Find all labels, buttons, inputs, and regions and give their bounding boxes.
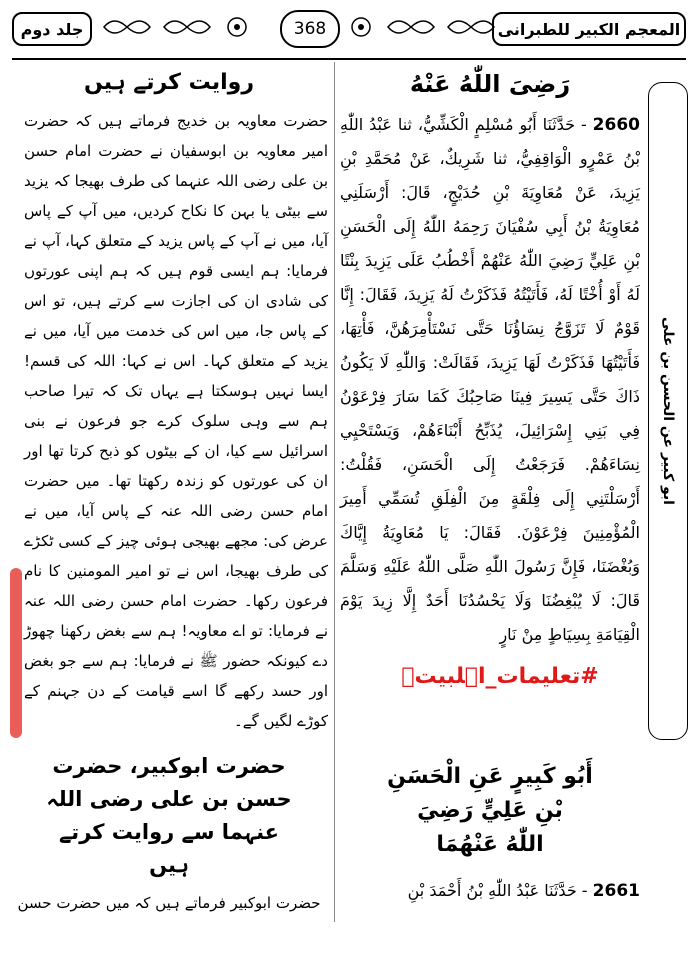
header-ornament-left [102,14,252,40]
ornament-icon [162,15,212,39]
arabic-heading: رَضِیَ اللّٰهُ عَنْهُ [409,70,571,98]
arabic-heading-2-line-1: أَبُو كَبِيرٍ عَنِ الْحَسَنِ [387,764,593,789]
header-rule [12,58,686,60]
arabic-last-line: 2661 - حَدَّثَنَا عَبْدُ اللّٰهِ بْنُ أَحْمَدَ بْنِ [407,881,640,901]
hadith-number: 2660 [592,115,640,135]
ornament-icon [346,15,376,39]
column-divider [334,62,335,922]
ornament-icon [386,15,436,39]
header-ornament-right [346,14,496,40]
arabic-heading-2-block [340,760,640,908]
ornament-icon [222,15,252,39]
hadith-2-start: حَدَّثَنَا عَبْدُ اللّٰهِ بْنُ أَحْمَدَ بْنِ [407,881,577,900]
hashtag-watermark: #تعلیمات_اہلبیتؑ [401,664,599,689]
urdu-column [10,66,328,956]
book-title: المعجم الکبیر للطبرانی [492,12,686,46]
ornament-icon [102,15,152,39]
page-number: 368 [280,10,340,48]
arabic-hadith-text: 2660 - حَدَّثَنَا أَبُو مُسْلِمٍ الْكَشِّيُّ، ثنا عَبْدُ اللّٰهِ بْنُ عَمْرٍو الْوَاقِفِيُّ، ثنا شَرِيكٌ، عَنْ مُحَمَّدِ بْنِ يَزِيدَ، عَنْ مُعَاوِيَةَ بْنِ حُدَيْجٍ، قَالَ: أَرْسَلَنِي مُعَاوِيَةُ بْنُ أَبِي سُفْيَانَ رَحِمَهُ اللّٰهُ إِلَى الْحَسَنِ بْنِ عَلِيٍّ رَضِيَ اللّٰهُ عَنْهُمْ أَخْطُبُ عَلَى يَزِيدَ بِنْتًا لَهُ أَوْ أُخْتًا لَهُ، فَأَتَيْتُهُ فَذَكَرْتُ لَهُ يَزِيدَ، فَقَالَ: إِنَّا قَوْمٌ لَا تَزَوَّجُ نِسَاؤُنَا حَتَّى نَسْتَأْمِرَهُنَّ، فَأْتِهَا، فَأَتَيْتُهَا فَذَكَرْتُ لَهَا يَزِيدَ، فَقَالَتْ: وَاللّٰهِ لَا يَكُونُ ذَاكَ حَتَّى يَسِيرَ فِينَا صَاحِبُكَ كَمَا سَارَ فِرْعَوْنُ فِي بَنِي إِسْرَائِيلَ، يُذَبِّحُ أَبْنَاءَهُمْ، وَيَسْتَحْيِي نِسَاءَهُمْ. فَرَجَعْتُ إِلَى الْحَسَنِ، فَقُلْتُ: أَرْسَلْتَنِي إِلَى فِلْقَةٍ مِنَ الْفِلَقِ تُسَمِّي أَمِيرَ الْمُؤْمِنِينَ فِرْعَوْنَ. فَقَالَ: يَا مُعَاوِيَةُ إِيَّاكَ وَبُغْضَنَا، فَإِنَّ رَسُولَ اللّٰهِ صَلَّى اللّٰهُ عَلَيْهِ وَسَلَّمَ قَالَ: لَا يُبْغِضُنَا وَلَا يَحْسُدُنَا أَحَدٌ إِلَّا زِيدَ يَوْمَ الْقِيَامَةِ بِسِيَاطٍ مِنْ نَارٍ [340,115,640,644]
urdu-paragraph: حضرت معاویہ بن خدیج فرماتے ہیں کہ حضرت امیر معاویہ بن ابوسفیان نے حضرت امام حسن بن علی رضی اللہ عنہما کی طرف بھیجا کہ یزید سے بیٹی یا بہن کا نکاح کردیں، میں آپ کے پاس آیا، میں نے آپ کے پاس یزید کے متعلق کہا، آپ نے فرمایا: ہم ایسی قوم ہیں کہ ہم اپنی عورتوں کی شادی ان کی اجازت سے کرتے ہیں، تو اس کے پاس جا، میں اس کی خدمت میں آیا، میں نے یزید کے متعلق کہا۔ اس نے کہا: اللہ کی قسم! ایسا نہیں ہوسکتا ہے یہاں تک کہ تیرا صاحب ہم سے وہی سلوک کرے جو فرعون نے بنی اسرائیل سے کیا، ان کے بیٹوں کو ذبح کرتا تھا اور ان کی عورتوں کو زندہ رکھتا تھا۔ میں حضرت امام حسن رضی اللہ عنہ کے پاس آیا، میں نے عرض کی: مجھے بھیجی ہوئی چیز کے کسی ٹکڑے کی طرف بھیجا، اس نے تو امیر المومنین کا نام فرعون رکھا۔ حضرت امام حسن رضی اللہ عنہ نے فرمایا: تو اے معاویہ! ہم سے بغض رکھنا چھوڑ دے کیونکہ حضور ﷺ نے فرمایا: ہم سے جو بغض اور حسد رکھے گا اسے قیامت کے دن جہنم کے کوڑے لگیں گے۔ [24,112,328,730]
side-chapter-panel [648,82,688,740]
volume-label: جلد دوم [12,12,92,46]
urdu-heading: روایت کرتے ہیں [83,70,255,95]
arabic-heading-2-line-2: بْنِ عَلِيٍّ رَضِيَ [417,798,563,823]
ornament-icon [446,15,496,39]
side-chapter-title: ابو کبیر عن الحسن بن علی [660,317,676,505]
urdu-last-line: حضرت ابوکبیر فرماتے ہیں کہ میں حضرت حسن [17,894,321,912]
hadith-body: حَدَّثَنَا أَبُو مُسْلِمٍ الْكَشِّيُّ، ثنا عَبْدُ اللّٰهِ بْنُ عَمْرٍو الْوَاقِفِيُّ، ثنا شَرِيكٌ، عَنْ مُحَمَّدِ بْنِ يَزِيدَ، عَنْ مُعَاوِيَةَ بْنِ حُدَيْجٍ، قَالَ: أَرْسَلَنِي مُعَاوِيَةُ بْنُ أَبِي سُفْيَانَ رَحِمَهُ اللّٰهُ إِلَى الْحَسَنِ بْنِ عَلِيٍّ رَضِيَ اللّٰهُ عَنْهُمْ أَخْطُبُ عَلَى يَزِيدَ بِنْتًا لَهُ أَوْ أُخْتًا لَهُ، فَأَتَيْتُهُ فَذَكَرْتُ لَهُ يَزِيدَ، فَقَالَ: إِنَّا قَوْمٌ لَا تَزَوَّجُ نِسَاؤُنَا حَتَّى نَسْتَأْمِرَهُنَّ، فَأْتِهَا، فَأَتَيْتُهَا فَذَكَرْتُ لَهَا يَزِيدَ، فَقَالَتْ: وَاللّٰهِ لَا يَكُونُ ذَاكَ حَتَّى يَسِيرَ فِينَا صَاحِبُكَ كَمَا سَارَ فِرْعَوْنُ فِي بَنِي إِسْرَائِيلَ، يُذَبِّحُ أَبْنَاءَهُمْ، وَيَسْتَحْيِي نِسَاءَهُمْ. فَرَجَعْتُ إِلَى الْحَسَنِ، فَقُلْتُ: أَرْسَلْتَنِي إِلَى فِلْقَةٍ مِنَ الْفِلَقِ تُسَمِّي أَمِيرَ الْمُؤْمِنِينَ فِرْعَوْنَ. فَقَالَ: يَا مُعَاوِيَةُ إِيَّاكَ وَبُغْضَنَا، فَإِنَّ رَسُولَ اللّٰهِ صَلَّى اللّٰهُ عَلَيْهِ وَسَلَّمَ قَالَ: لَا يُبْغِضُنَا وَلَا يَحْسُدُنَا أَحَدٌ إِلَّا زِيدَ يَوْمَ الْقِيَامَةِ بِسِيَاطٍ مِنْ نَارٍ [340,115,640,644]
page-header [12,6,686,50]
urdu-heading-2: حضرت ابوکبیر، حضرت حسن بن علی رضی اللہ عنہما سے روایت کرتے ہیں [46,754,292,877]
arabic-heading-2-line-3: اللّٰهُ عَنْهُمَا [436,832,544,857]
highlight-bracket [10,568,22,738]
hadith-number-2: 2661 [592,881,640,901]
